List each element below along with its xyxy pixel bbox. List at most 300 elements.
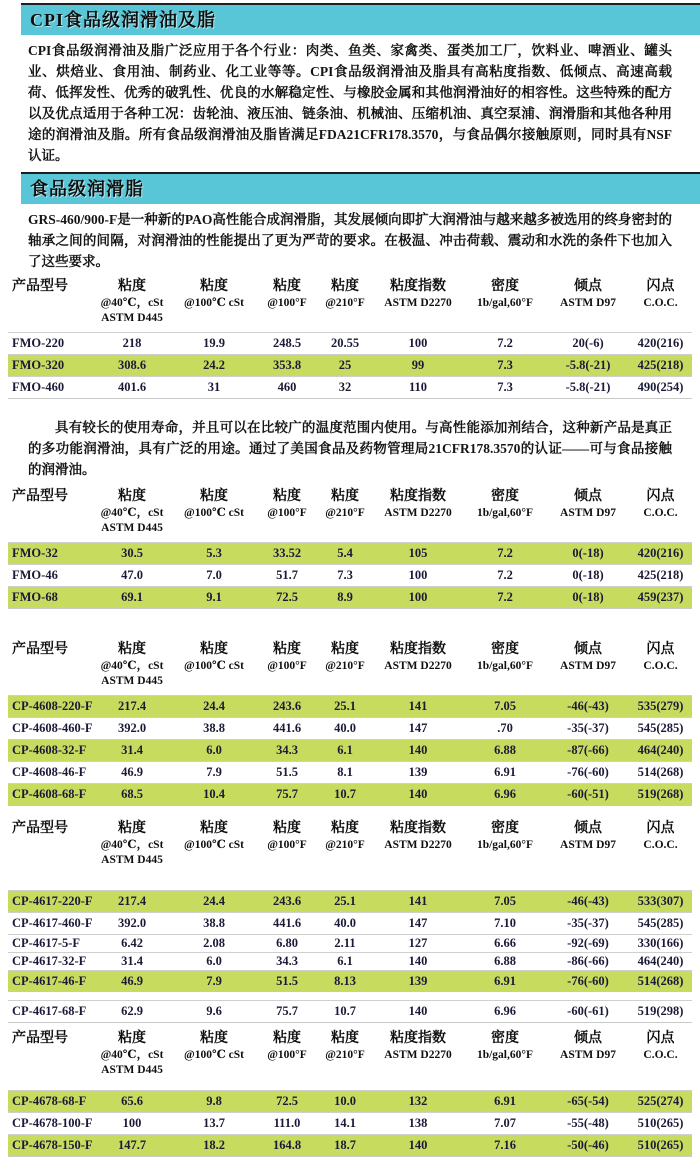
value-cell: -60(-61)	[567, 1004, 609, 1018]
value-cell: 545(285)	[637, 916, 684, 930]
column-method: ASTM D445	[101, 675, 163, 687]
column-subtitle: @100°F	[267, 839, 307, 851]
value-cell: 140	[408, 743, 428, 757]
table-row	[8, 564, 692, 586]
value-cell: -35(-37)	[567, 721, 609, 735]
value-cell: 7.9	[206, 765, 222, 779]
product-model-cell: CP-4608-46-F	[12, 765, 87, 779]
table-body	[8, 1090, 692, 1157]
column-subtitle: C.O.C.	[643, 297, 678, 309]
column-header	[257, 641, 317, 689]
column-header	[93, 1030, 171, 1078]
value-cell: 140	[408, 1004, 428, 1018]
column-title: 粘度	[200, 1031, 228, 1046]
value-cell: 62.9	[121, 1004, 143, 1018]
value-cell: 111.0	[273, 1116, 301, 1130]
product-model-cell: CP-4617-220-F	[12, 894, 93, 908]
value-cell: 69.1	[121, 590, 143, 604]
value-cell: 6.42	[121, 936, 143, 950]
column-subtitle: @100℃ cSt	[184, 297, 244, 309]
value-cell: 490(254)	[637, 380, 684, 394]
value-cell: 7.0	[206, 568, 222, 582]
column-header	[8, 1030, 93, 1078]
column-header	[8, 641, 93, 689]
value-cell: 0(-18)	[572, 590, 604, 604]
value-cell: 24.2	[203, 358, 225, 372]
table-row	[8, 934, 692, 952]
column-header	[93, 488, 171, 536]
column-subtitle: @210°F	[325, 839, 365, 851]
table-row	[8, 783, 692, 805]
value-cell: 147	[408, 916, 428, 930]
value-cell: 464(240)	[637, 743, 684, 757]
value-cell: 460	[277, 380, 297, 394]
value-cell: 105	[408, 546, 428, 560]
column-subtitle: @210°F	[325, 507, 365, 519]
product-model-cell: CP-4617-68-F	[12, 1004, 87, 1018]
column-header	[8, 820, 93, 868]
value-cell: 10.7	[334, 1004, 356, 1018]
table-row	[8, 1134, 692, 1156]
column-title: 粘度指数	[390, 821, 446, 836]
column-title: 密度	[491, 489, 519, 504]
column-title: 产品型号	[12, 279, 68, 294]
table-row	[8, 890, 692, 912]
value-cell: 7.10	[494, 916, 516, 930]
value-cell: 217.4	[117, 894, 147, 908]
column-header	[171, 488, 257, 536]
column-subtitle: @210°F	[325, 1049, 365, 1061]
product-table-cp4617	[8, 818, 692, 1023]
column-title: 闪点	[646, 489, 675, 504]
value-cell: 141	[408, 894, 428, 908]
value-cell: 18.2	[203, 1138, 225, 1152]
product-model-cell: CP-4608-460-F	[12, 721, 93, 735]
column-title: 粘度	[273, 642, 301, 657]
value-cell: 40.0	[334, 721, 356, 735]
product-model-cell: CP-4617-460-F	[12, 916, 93, 930]
product-model-cell: CP-4617-5-F	[12, 936, 81, 950]
value-cell: 6.80	[276, 936, 298, 950]
column-header	[257, 820, 317, 868]
column-subtitle: ASTM D97	[560, 297, 616, 309]
column-subtitle: 1b/gal,60°F	[476, 1049, 534, 1061]
value-cell: 13.7	[203, 1116, 225, 1130]
value-cell: 6.0	[206, 743, 222, 757]
product-model-cell: FMO-46	[12, 568, 58, 582]
column-header	[547, 278, 629, 326]
column-method: ASTM D445	[101, 1064, 163, 1076]
column-subtitle: ASTM D97	[560, 1049, 616, 1061]
value-cell: 6.96	[494, 1004, 516, 1018]
column-title: 倾点	[574, 489, 602, 504]
value-cell: 248.5	[272, 336, 302, 350]
value-cell: -5.8(-21)	[565, 358, 611, 372]
column-header	[463, 488, 547, 536]
column-header	[463, 641, 547, 689]
column-subtitle: ASTM D2270	[384, 839, 452, 851]
column-subtitle: ASTM D97	[560, 507, 616, 519]
column-title: 粘度	[200, 279, 228, 294]
product-table-fmo-low-viscosity	[8, 486, 692, 609]
value-cell: 72.5	[276, 1094, 298, 1108]
column-title: 粘度	[331, 489, 359, 504]
column-title: 粘度指数	[390, 642, 446, 657]
column-title: 闪点	[646, 821, 675, 836]
table-row	[8, 912, 692, 934]
value-cell: 308.6	[117, 358, 147, 372]
column-title: 粘度	[273, 821, 301, 836]
column-header	[629, 820, 692, 868]
value-cell: 425(218)	[637, 358, 684, 372]
value-cell: 420(216)	[637, 336, 684, 350]
column-subtitle: @100℃ cSt	[184, 839, 244, 851]
column-subtitle: 1b/gal,60°F	[476, 297, 534, 309]
column-subtitle: @100℃ cSt	[184, 660, 244, 672]
column-header	[93, 641, 171, 689]
table-row	[8, 970, 692, 992]
product-table-cp4608	[8, 639, 692, 806]
column-subtitle: @100°F	[267, 297, 307, 309]
value-cell: 8.9	[337, 590, 353, 604]
table-header-row	[8, 486, 692, 542]
value-cell: 217.4	[117, 699, 147, 713]
table-row	[8, 761, 692, 783]
table-row	[8, 717, 692, 739]
table-row	[8, 695, 692, 717]
column-subtitle: C.O.C.	[643, 660, 678, 672]
table-row	[8, 332, 692, 354]
column-header	[8, 278, 93, 326]
value-cell: 7.2	[497, 590, 513, 604]
column-title: 密度	[491, 279, 519, 294]
value-cell: 51.5	[276, 765, 298, 779]
column-subtitle: C.O.C.	[643, 839, 678, 851]
column-title: 粘度指数	[390, 489, 446, 504]
value-cell: 2.08	[203, 936, 225, 950]
value-cell: 6.1	[337, 954, 353, 968]
value-cell: -86(-66)	[567, 954, 609, 968]
column-header	[629, 278, 692, 326]
value-cell: 147	[408, 721, 428, 735]
column-subtitle: @40℃，cSt	[100, 1049, 164, 1061]
value-cell: 7.16	[494, 1138, 516, 1152]
value-cell: 72.5	[276, 590, 298, 604]
column-header	[257, 1030, 317, 1078]
product-model-cell: CP-4608-68-F	[12, 787, 87, 801]
column-subtitle: @40℃，cSt	[100, 507, 164, 519]
datasheet-page	[0, 3, 700, 1157]
value-cell: 243.6	[272, 699, 302, 713]
table-row	[8, 586, 692, 608]
value-cell: -65(-54)	[567, 1094, 609, 1108]
section-title-oils: CPI食品级润滑油及脂	[30, 10, 216, 30]
table-row	[8, 1000, 692, 1022]
value-cell: 38.8	[203, 916, 225, 930]
column-title: 粘度	[273, 1031, 301, 1046]
table-body	[8, 542, 692, 609]
value-cell: 519(298)	[637, 1004, 684, 1018]
column-header	[317, 641, 373, 689]
column-header	[93, 820, 171, 868]
value-cell: 140	[408, 1138, 428, 1152]
value-cell: 33.52	[272, 546, 302, 560]
value-cell: 46.9	[121, 974, 143, 988]
column-method: ASTM D445	[101, 522, 163, 534]
column-header	[463, 820, 547, 868]
value-cell: 535(279)	[637, 699, 684, 713]
column-header	[171, 641, 257, 689]
value-cell: 20.55	[330, 336, 360, 350]
value-cell: 7.3	[497, 358, 513, 372]
column-title: 倾点	[574, 642, 602, 657]
value-cell: 7.3	[337, 568, 353, 582]
value-cell: 6.91	[494, 974, 516, 988]
value-cell: 533(307)	[637, 894, 684, 908]
column-header	[547, 641, 629, 689]
value-cell: 0(-18)	[572, 546, 604, 560]
value-cell: 132	[408, 1094, 428, 1108]
fmo-description-paragraph: 具有较长的使用寿命，并且可以在比较广的温度范围内使用。与高性能添加剂结合，这种新产品是真正的多功能润滑油，具有广泛的用途。通过了美国食品及药物管理局21CFR178.3570的认证——可与食品接触的润滑油。	[28, 420, 672, 477]
value-cell: -76(-60)	[567, 974, 609, 988]
column-subtitle: @100°F	[267, 507, 307, 519]
column-title: 倾点	[574, 821, 602, 836]
value-cell: 441.6	[272, 916, 302, 930]
product-model-cell: CP-4678-68-F	[12, 1094, 87, 1108]
value-cell: 10.0	[334, 1094, 356, 1108]
value-cell: 441.6	[272, 721, 302, 735]
value-cell: 31.4	[121, 954, 143, 968]
value-cell: 6.1	[337, 743, 353, 757]
value-cell: 7.9	[206, 974, 222, 988]
column-method: ASTM D445	[101, 312, 163, 324]
column-subtitle: ASTM D97	[560, 839, 616, 851]
value-cell: 31.4	[121, 743, 143, 757]
column-header	[629, 641, 692, 689]
column-title: 粘度	[200, 642, 228, 657]
value-cell: 353.8	[272, 358, 302, 372]
column-subtitle: @40℃，cSt	[100, 839, 164, 851]
value-cell: 459(237)	[637, 590, 684, 604]
product-model-cell: CP-4678-150-F	[12, 1138, 93, 1152]
value-cell: 510(265)	[637, 1138, 684, 1152]
column-subtitle: @100℃ cSt	[184, 507, 244, 519]
column-header	[8, 488, 93, 536]
table-row	[8, 1090, 692, 1112]
column-title: 产品型号	[12, 489, 68, 504]
value-cell: -46(-43)	[567, 699, 609, 713]
column-subtitle: C.O.C.	[643, 507, 678, 519]
value-cell: 10.7	[334, 787, 356, 801]
column-header	[317, 820, 373, 868]
product-model-cell: CP-4608-220-F	[12, 699, 93, 713]
value-cell: 51.7	[276, 568, 298, 582]
column-header	[373, 641, 463, 689]
value-cell: 68.5	[121, 787, 143, 801]
product-model-cell: CP-4608-32-F	[12, 743, 87, 757]
column-subtitle: 1b/gal,60°F	[476, 507, 534, 519]
column-method: ASTM D445	[101, 854, 163, 866]
value-cell: 100	[408, 336, 428, 350]
section-title-grease: 食品级润滑脂	[30, 179, 144, 199]
value-cell: 47.0	[121, 568, 143, 582]
value-cell: 425(218)	[637, 568, 684, 582]
value-cell: 46.9	[121, 765, 143, 779]
column-title: 粘度	[331, 279, 359, 294]
value-cell: 514(268)	[637, 974, 684, 988]
value-cell: 20(-6)	[572, 336, 604, 350]
column-title: 粘度	[331, 642, 359, 657]
column-title: 粘度	[118, 279, 146, 294]
column-subtitle: @40℃，cSt	[100, 297, 164, 309]
value-cell: 6.91	[494, 765, 516, 779]
value-cell: -92(-69)	[567, 936, 609, 950]
column-header	[373, 1030, 463, 1078]
column-title: 产品型号	[12, 1031, 68, 1046]
value-cell: .70	[497, 721, 513, 735]
column-header	[317, 488, 373, 536]
value-cell: 6.91	[494, 1094, 516, 1108]
value-cell: 127	[408, 936, 428, 950]
column-title: 粘度	[331, 1031, 359, 1046]
value-cell: 110	[408, 380, 428, 394]
value-cell: 9.1	[206, 590, 222, 604]
column-header	[373, 278, 463, 326]
value-cell: -87(-66)	[567, 743, 609, 757]
value-cell: 40.0	[334, 916, 356, 930]
section-title-bar-oils	[21, 3, 700, 35]
value-cell: 525(274)	[637, 1094, 684, 1108]
product-model-cell: CP-4678-100-F	[12, 1116, 93, 1130]
column-title: 粘度指数	[390, 1031, 446, 1046]
intro-paragraph: CPI食品级润滑油及脂广泛应用于各个行业：肉类、鱼类、家禽类、蛋类加工厂，饮料业、啤酒业、罐头业、烘焙业、食用油、制药业、化工业等等。CPI食品级润滑油及脂具有高粘度指数、低倾点、高速高载荷、低挥发性、优秀的破乳性、优良的水解稳定性、与橡胶金属和其他润滑油好的相容性。这些特殊的配方以及优点适用于各种工况：齿轮油、液压油、链条油、机械油、压缩机油、真空泵浦、润滑脂和其他各种用途的润滑油及脂。所有食品级润滑油及脂皆满足FDA21CFR178.3570，与食品偶尔接触原则，同时具有NSF认证。	[28, 43, 672, 163]
value-cell: 147.7	[117, 1138, 147, 1152]
value-cell: 545(285)	[637, 721, 684, 735]
column-header	[171, 820, 257, 868]
value-cell: 7.05	[494, 894, 516, 908]
product-model-cell: FMO-460	[12, 380, 65, 394]
column-header	[171, 278, 257, 326]
value-cell: 25.1	[334, 699, 356, 713]
column-subtitle: ASTM D2270	[384, 660, 452, 672]
value-cell: 10.4	[203, 787, 225, 801]
column-title: 闪点	[646, 1031, 675, 1046]
value-cell: 392.0	[117, 721, 147, 735]
column-subtitle: @210°F	[325, 660, 365, 672]
value-cell: 31	[207, 380, 221, 394]
value-cell: 7.2	[497, 568, 513, 582]
value-cell: 401.6	[117, 380, 147, 394]
column-subtitle: ASTM D2270	[384, 1049, 452, 1061]
value-cell: 6.96	[494, 787, 516, 801]
value-cell: 6.0	[206, 954, 222, 968]
product-model-cell: FMO-320	[12, 358, 65, 372]
value-cell: 0(-18)	[572, 568, 604, 582]
column-title: 密度	[491, 821, 519, 836]
value-cell: 34.3	[276, 743, 298, 757]
table-row	[8, 354, 692, 376]
value-cell: 7.05	[494, 699, 516, 713]
value-cell: 7.3	[497, 380, 513, 394]
column-subtitle: @40℃，cSt	[100, 660, 164, 672]
column-header	[547, 488, 629, 536]
value-cell: 164.8	[272, 1138, 302, 1152]
column-subtitle: @100°F	[267, 660, 307, 672]
value-cell: 7.2	[497, 336, 513, 350]
value-cell: 51.5	[276, 974, 298, 988]
value-cell: 2.11	[334, 936, 356, 950]
value-cell: 9.6	[206, 1004, 222, 1018]
value-cell: 519(268)	[637, 787, 684, 801]
value-cell: 392.0	[117, 916, 147, 930]
table-row	[8, 1112, 692, 1134]
column-subtitle: ASTM D2270	[384, 507, 452, 519]
value-cell: 514(268)	[637, 765, 684, 779]
value-cell: 7.07	[494, 1116, 516, 1130]
column-header	[629, 1030, 692, 1078]
column-header	[373, 820, 463, 868]
value-cell: 65.6	[121, 1094, 143, 1108]
value-cell: 5.3	[206, 546, 222, 560]
column-header	[317, 1030, 373, 1078]
column-subtitle: ASTM D2270	[384, 297, 452, 309]
value-cell: -50(-46)	[567, 1138, 609, 1152]
table-row	[8, 376, 692, 398]
value-cell: 25	[338, 358, 352, 372]
column-header	[93, 278, 171, 326]
product-model-cell: FMO-32	[12, 546, 58, 560]
column-title: 粘度指数	[390, 279, 446, 294]
value-cell: 510(265)	[637, 1116, 684, 1130]
value-cell: 25.1	[334, 894, 356, 908]
product-model-cell: FMO-68	[12, 590, 58, 604]
product-table-fmo-high-viscosity	[8, 276, 692, 399]
table-row	[8, 542, 692, 564]
value-cell: 464(240)	[637, 954, 684, 968]
table-body	[8, 695, 692, 806]
column-title: 产品型号	[12, 821, 68, 836]
value-cell: 243.6	[272, 894, 302, 908]
value-cell: 140	[408, 787, 428, 801]
table-header-row	[8, 276, 692, 332]
product-table-cp4678	[8, 1028, 692, 1157]
grease-paragraph: GRS-460/900-F是一种新的PAO高性能合成润滑脂，其发展倾向即扩大润滑油与越来越多被选用的终身密封的轴承之间的间隔，对润滑油的性能提出了更为严苛的要求。在极温、冲击荷载、震动和水洗的条件下也加入了这些要求。	[28, 212, 672, 269]
value-cell: 9.8	[206, 1094, 222, 1108]
product-model-cell: CP-4617-32-F	[12, 954, 87, 968]
table-body	[8, 332, 692, 399]
column-title: 粘度	[273, 279, 301, 294]
value-cell: 38.8	[203, 721, 225, 735]
value-cell: 30.5	[121, 546, 143, 560]
table-header-row	[8, 1028, 692, 1090]
value-cell: 7.2	[497, 546, 513, 560]
column-title: 密度	[491, 642, 519, 657]
value-cell: 24.4	[203, 894, 225, 908]
value-cell: 140	[408, 954, 428, 968]
value-cell: 6.88	[494, 743, 516, 757]
value-cell: 32	[338, 380, 352, 394]
value-cell: 8.1	[337, 765, 353, 779]
column-title: 粘度	[331, 821, 359, 836]
column-subtitle: @100°F	[267, 1049, 307, 1061]
column-header	[257, 278, 317, 326]
value-cell: 100	[122, 1116, 142, 1130]
column-title: 粘度	[118, 642, 146, 657]
value-cell: 5.4	[337, 546, 353, 560]
column-title: 粘度	[200, 821, 228, 836]
value-cell: 138	[408, 1116, 428, 1130]
column-title: 粘度	[118, 1031, 146, 1046]
